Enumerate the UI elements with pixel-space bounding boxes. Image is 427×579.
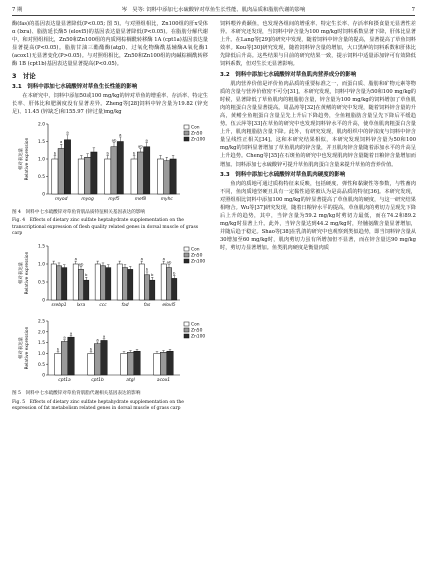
figure-4-caption-cn: 图 4 饲料中七水硫酸锌对草鱼背肌品质特征相关基因表达的影响 bbox=[12, 210, 146, 216]
fig5a-bar bbox=[62, 268, 67, 300]
fig5b-bar bbox=[88, 354, 95, 376]
fig5a-significance-letter: a bbox=[74, 255, 77, 261]
fig4-bar bbox=[78, 159, 84, 194]
fig5a-significance-letter: b bbox=[145, 266, 149, 272]
subsection-heading-3-2: 3.2 饲料中添加七水硫酸锌对草鱼肌肉营养成分的影响 bbox=[220, 71, 357, 78]
fig5b-bar bbox=[160, 352, 167, 375]
fig5b-category-label: cpt1a bbox=[58, 378, 71, 384]
running-title: 岑 昊等: 饲料中添加七水硫酸锌对草鱼生长性能、肌肉品质和脂肪代谢的影响 bbox=[121, 7, 306, 13]
right-paragraph-2: 肌肉营养价值是评价鱼肉品质的重要标准之一，而蛋白质、脂肪和矿物元素等物质的含量与营养价值密不可分[31]。本研究发现，饲料中锌含量为50和100 mg/kg的时候，显著降低了草鱼肌肉的粗脂肪含量，锌含量为100 mg/kg的饲料增加了草鱼肌肉的粗蛋白含量显著提高。周晶涛等[32]在黄鳝的研究中发现，随着饲料锌含量的升高，黄鳝全鱼粗蛋白含量呈先上升后下降趋势，全鱼粗脂肪含量呈先下降后平缓趋势。伍云萍等[33]在草鱼的研究中也发现饲料锌水平的升高，使草鱼肌肉粗蛋白含量上升，肌肉粗脂肪含量下降。此外，有研究发现，肌肉组织中的锌浓度与饲料中锌含量呈线性正相关[34]。这和本研究结果相似，本研究发现饲料锌含量为50和100 mg/kg的饲料显著增加了草鱼肌肉的锌含量，并且肌肉锌含量随着添加水平的升高呈上升趋势。Cheng等[35]在石斑鱼的研究中也发现肌肉锌含量随着日粮锌含量增加而增加。饲料添加七水硫酸锌可提升草鱼肌肉蛋白含量来提升草鱼的营养价值。 bbox=[220, 80, 416, 168]
fig4-bar bbox=[164, 161, 170, 194]
fig5a-bar bbox=[117, 264, 122, 300]
fig4-y-label: 相对表达量 bbox=[19, 147, 24, 170]
fig5a-bar bbox=[56, 266, 61, 300]
fig5b-y-tick-label: 0 bbox=[42, 373, 45, 379]
fig4-bar bbox=[157, 159, 163, 194]
fig5b-bar bbox=[127, 352, 134, 375]
fig5b-bar bbox=[61, 342, 68, 375]
fig4-significance-letter: ab bbox=[138, 143, 143, 149]
figure-5 bbox=[12, 240, 208, 390]
fig5b-significance-letter: a bbox=[96, 336, 99, 342]
running-header bbox=[12, 6, 415, 16]
right-paragraph-1: 饲料喂养黄颡鱼，也发现各组间的增重率、特定生长率、存活率和摄食量无显著性差异。本研究还发现，当饲料中锌含量为100 mg/kg时饲料系数显著下降，肝体比显著上升。在Lang等[29]的研究中发现，随着饲料中锌含量的提高，显著提高了草鱼饲料效率。Kou等[30]研究发现，随着饲料锌含量的增加，大口黑鲈的饲料系数和肝体比先降低后升高。这些结果与目前的研究结果一致，提示饲料中适量添加锌可有效降低饲料系数，但对生长无显著影响。 bbox=[220, 21, 416, 68]
figure-5b-chart bbox=[12, 315, 208, 387]
figure-5a-chart bbox=[12, 240, 208, 312]
fig5a-bar bbox=[161, 264, 166, 300]
fig5a-category-label: elovl5 bbox=[162, 303, 176, 309]
fig5a-significance-letter: a bbox=[162, 255, 165, 261]
fig5b-y-label: 相对表达量 bbox=[19, 337, 24, 360]
fig4-significance-letter: ab bbox=[111, 137, 117, 143]
fig5b-y-tick-label: 0.5 bbox=[38, 362, 45, 368]
fig5b-bar bbox=[68, 337, 75, 375]
fig4-bar bbox=[64, 140, 70, 194]
fig4-bar bbox=[144, 147, 150, 194]
left-paragraph-1: 酶(fas)的基因表达量显著降低(P<0.05; 图 5)。与对照组相比，Zn100组的肝x受体α (lxra)、脂肪延长酶5 (elovl5)的基因表达量显著降低(P<0.05)。在脂肪分解代谢中，和对照组相比，Zn50和Zn100组的内质网棕榈酰转移酶 1A (cpt1a)基因表达量显著提高(P<0.05)。脂肪甘油三酯酯酶(atgl)、过氧化物酶酰基辅酶A氧化酶1 (acox1)无显著变化(P>0.05)。与对照组相比，Zn50和Zn100组的肉碱棕榈酰转移酶 1B (cpt1b)基因表达量显著提高(P<0.05)。 bbox=[12, 21, 208, 68]
fig5b-bar bbox=[55, 354, 62, 376]
fig4-bar bbox=[117, 141, 123, 194]
fig4-significance-letter: b bbox=[106, 150, 109, 156]
fig5a-legend-swatch bbox=[184, 259, 189, 263]
fig5a-y-tick-label: 1.0 bbox=[38, 262, 45, 268]
fig5a-bar bbox=[128, 269, 133, 300]
fig5b-category-label: atgl bbox=[126, 378, 135, 384]
fig5b-y-tick-label: 2.0 bbox=[38, 330, 45, 336]
fig5a-y-tick-label: 1.5 bbox=[38, 244, 45, 250]
fig5a-category-label: ccc bbox=[99, 303, 107, 309]
fig5a-legend-label: Zn50 bbox=[191, 253, 203, 259]
fig5a-category-label: lxra bbox=[76, 303, 86, 309]
fig5b-y-tick-label: 1.5 bbox=[38, 341, 45, 347]
fig4-bar bbox=[91, 152, 97, 194]
fig4-category-label: myod bbox=[55, 196, 68, 202]
fig5a-bar bbox=[122, 268, 127, 300]
fig4-legend-label: Zn50 bbox=[191, 131, 203, 137]
left-paragraph-2: 在本研究中，饲料中添加50或100 mg/kg的锌对草鱼的增重率、存活率、特定生长率、肝体比和肥满度没有显著差异。Zheng等[28]饲料中锌含量为19.82 (锌充足)、11.45 (锌缺乏)和155.97 (锌过量)mg/kg bbox=[12, 92, 208, 115]
fig4-significance-letter: a bbox=[145, 137, 148, 143]
fig5b-category-label: cpt1b bbox=[91, 378, 104, 384]
fig4-significance-letter: a bbox=[66, 129, 69, 135]
fig5a-bar bbox=[100, 266, 105, 300]
fig5b-significance-letter: b bbox=[89, 346, 93, 352]
figure-4 bbox=[12, 118, 208, 209]
fig5b-legend-swatch bbox=[184, 334, 189, 338]
fig5b-legend-label: Zn100 bbox=[191, 334, 206, 340]
fig5a-bar bbox=[144, 275, 149, 300]
fig5b-category-label: acox1 bbox=[156, 378, 171, 384]
fig4-y-label: Relative expression bbox=[25, 137, 30, 181]
fig4-bar bbox=[84, 157, 90, 194]
fig5a-category-label: fad bbox=[121, 303, 129, 309]
fig5a-y-tick-label: 0 bbox=[42, 298, 45, 304]
fig4-category-label: myog bbox=[81, 196, 94, 202]
fig5b-significance-letter: b bbox=[56, 346, 60, 352]
fig5b-significance-letter: a bbox=[63, 334, 66, 340]
fig5a-bar bbox=[150, 280, 155, 300]
fig5b-bar bbox=[94, 344, 101, 375]
figure-4-chart bbox=[12, 118, 208, 206]
fig5a-category-label: srebp1 bbox=[51, 303, 67, 309]
fig5a-significance-letter: b bbox=[85, 272, 88, 278]
page-number-right: 7 bbox=[411, 7, 415, 13]
fig5a-bar bbox=[95, 264, 100, 300]
fig5b-legend-swatch bbox=[184, 328, 189, 332]
fig4-y-tick-label: 0.5 bbox=[38, 175, 45, 181]
fig5b-significance-letter: a bbox=[102, 333, 106, 339]
fig5a-bar bbox=[106, 268, 111, 300]
fig5b-legend-label: Con bbox=[191, 322, 200, 328]
fig5a-legend-label: Zn100 bbox=[191, 259, 206, 265]
figure-5-caption-cn: 图 5 饲料中七水硫酸锌对草鱼背肌脂代谢相关基因表达的影响 bbox=[12, 391, 141, 397]
fig5a-legend-swatch bbox=[184, 247, 189, 251]
fig5a-significance-letter: b bbox=[173, 270, 176, 276]
fig5b-bar bbox=[101, 341, 108, 376]
fig5a-bar bbox=[78, 269, 83, 300]
fig5a-bar bbox=[139, 264, 144, 300]
fig5a-bar bbox=[51, 264, 56, 300]
fig5a-bar bbox=[172, 278, 177, 300]
subsection-heading-3-3: 3.3 饲料中添加七水硫酸锌对草鱼肌肉硬度的影响 bbox=[220, 171, 346, 178]
section-heading-discussion: 3 讨论 bbox=[12, 71, 36, 80]
fig4-legend-label: Zn100 bbox=[191, 137, 206, 143]
fig4-bar bbox=[58, 148, 64, 194]
right-paragraph-3: 鱼肉的质地可通过质构特征来反映，包括硬度、弹性和黏聚性等参数，与牲畜肉不同，鱼肉质地坚硬且具有一定黏性通常被认为是高品质的特征[36]。本研究发现，对照组相比饲料中添加100 mg/kg的锌显著提高了草鱼肌肉的硬度，与这一研究结果相吻合。Wu等[37]研究发现，随着日粮锌水平的提高，草鱼肌肉的剪切力呈现先下降后上升的趋势，其中，当锌含量为59.2 mg/kg时剪切力最低，而在74.2和89.2 mg/kg时显著上升。此外，当锌含量达到44.2 mg/kg时，羟脯氨酸含量显著增加，并随后趋于稳定。Shao等[38]在乳鸽的研究中也观察到类似趋势，即当饲料锌含量从30增加至60 mg/kg时，肌肉剪切力虽有所增加但不显著，而在锌含量达90 mg/kg时，剪切力显著增加。鱼类肌肉硬度是衡量肉质 bbox=[220, 180, 416, 252]
fig4-significance-letter: a bbox=[119, 131, 122, 137]
fig5a-legend-label: Con bbox=[191, 247, 200, 253]
fig4-legend-label: Con bbox=[191, 125, 200, 131]
fig5b-legend-label: Zn50 bbox=[191, 328, 203, 334]
left-column bbox=[12, 20, 208, 415]
fig4-significance-letter: b bbox=[53, 150, 57, 156]
fig5a-y-label: Relative expression bbox=[25, 251, 30, 295]
fig5a-significance-letter: b bbox=[151, 272, 154, 278]
fig4-bar bbox=[170, 159, 176, 194]
fig4-y-tick-label: 1.5 bbox=[38, 140, 45, 146]
fig5b-significance-letter: a bbox=[69, 330, 73, 336]
fig5a-legend-swatch bbox=[184, 253, 189, 257]
fig5a-bar bbox=[73, 264, 78, 300]
fig5a-bar bbox=[84, 280, 89, 300]
fig5b-y-label: Relative expression bbox=[25, 326, 30, 370]
fig4-category-label: myhc bbox=[160, 196, 173, 202]
fig4-y-tick-label: 1.0 bbox=[38, 157, 45, 163]
fig5a-y-tick-label: 0.5 bbox=[38, 280, 45, 286]
page-number-left: 7 期 bbox=[12, 7, 23, 13]
fig4-significance-letter: b bbox=[132, 150, 136, 156]
fig4-significance-letter: a bbox=[60, 139, 63, 145]
fig5b-y-tick-label: 1.0 bbox=[38, 352, 45, 358]
fig5b-y-tick-label: 2.5 bbox=[38, 319, 45, 325]
fig5a-y-label: 相对表达量 bbox=[19, 262, 24, 285]
subsection-heading-3-1: 3.1 饲料中添加七水硫酸锌对草鱼生长性能的影响 bbox=[12, 83, 138, 90]
fig5a-category-label: fas bbox=[143, 303, 151, 309]
fig4-legend-swatch bbox=[184, 137, 189, 141]
fig5b-bar bbox=[154, 354, 161, 376]
fig4-bar bbox=[137, 152, 143, 194]
fig5a-significance-letter: a bbox=[140, 255, 143, 261]
figure-5-caption-en: Fig. 5 Effects of dietary zinc sulfate heptahydrate supplementation on the expression of fat metabolism related genes in dorsal muscle of grass carp bbox=[12, 399, 184, 411]
fig4-category-label: myf5 bbox=[108, 196, 120, 202]
fig5b-bar bbox=[134, 351, 141, 375]
fig4-bar bbox=[111, 147, 117, 194]
fig5a-significance-letter: ab bbox=[166, 259, 172, 265]
fig4-bar bbox=[105, 159, 111, 194]
fig4-legend-swatch bbox=[184, 131, 189, 135]
fig4-category-label: mef8 bbox=[134, 196, 147, 202]
fig4-legend-swatch bbox=[184, 125, 189, 129]
fig5b-bar bbox=[121, 354, 128, 376]
right-column bbox=[220, 20, 416, 252]
fig4-bar bbox=[131, 159, 137, 194]
fig4-bar bbox=[52, 159, 58, 194]
figure-4-caption-en: Fig. 4 Effects of dietary zinc sulfate heptahydrate supplementation on the transcriptional expression of flesh quality related genes in dorsal muscle of grass carp bbox=[12, 218, 199, 236]
fig5a-significance-letter: ab bbox=[78, 261, 84, 267]
fig5a-bar bbox=[166, 268, 171, 300]
fig5b-legend-swatch bbox=[184, 322, 189, 326]
fig4-y-tick-label: 2.0 bbox=[38, 122, 45, 128]
fig5b-bar bbox=[167, 351, 174, 375]
fig4-y-tick-label: 0 bbox=[42, 192, 45, 198]
